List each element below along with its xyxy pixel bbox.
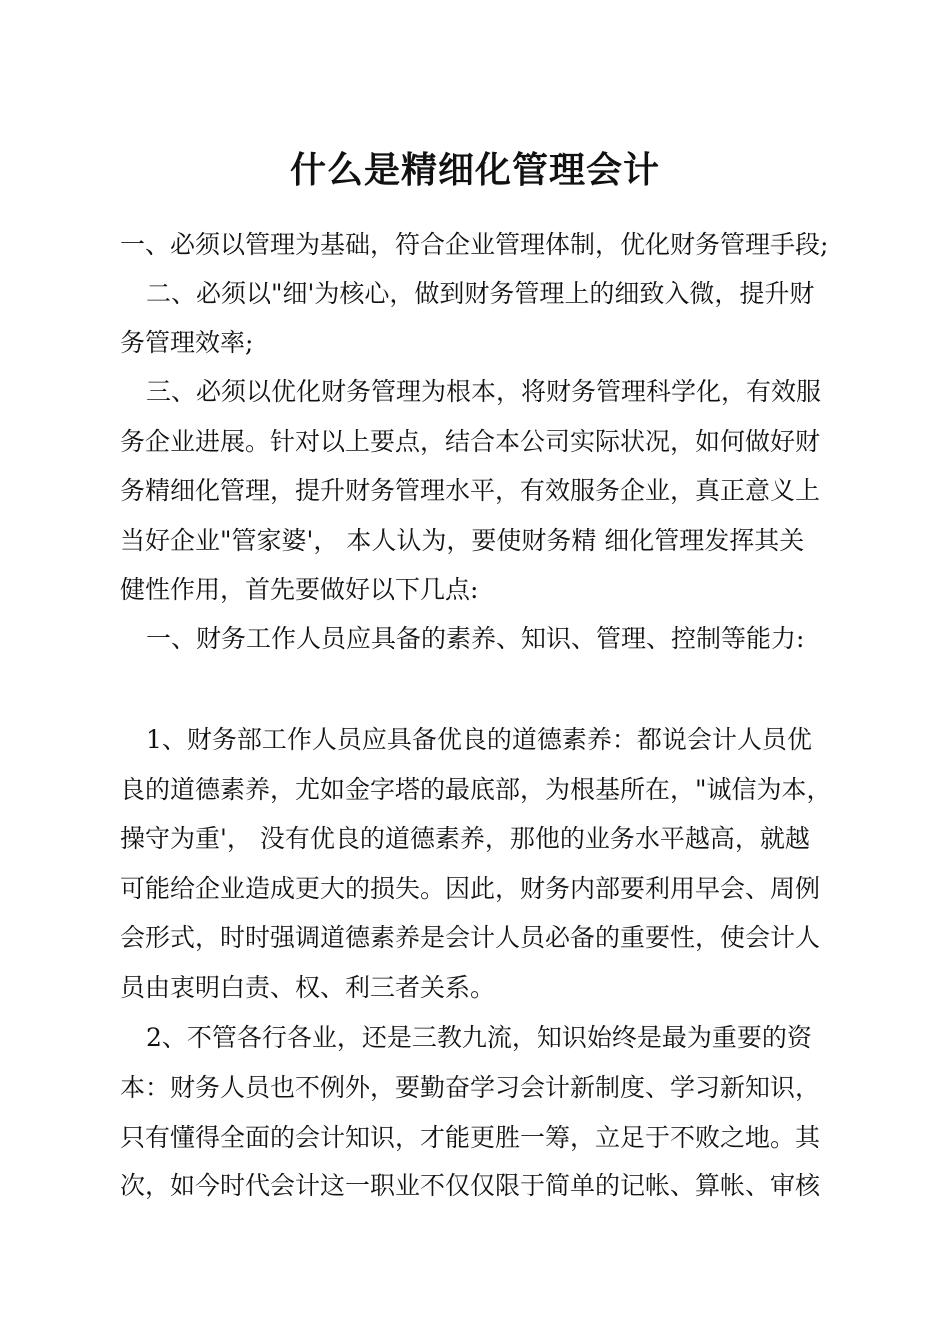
text-line: 二、必须以"细'为核心，做到财务管理上的细致入微，提升财	[146, 279, 815, 308]
text-line: 良的道德素养，尤如金字塔的最底部，为根基所在，"诚信为本，	[120, 775, 832, 804]
text-line: 务管理效率;	[120, 328, 254, 357]
text-line: 会形式，时时强调道德素养是会计人员必备的重要性，使会计人	[120, 923, 821, 952]
text-line: 当好企业"管家婆'， 本人认为，要使财务精 细化管理发挥其关	[120, 526, 805, 555]
text-line: 只有懂得全面的会计知识，才能更胜一筹，立足于不败之地。其	[120, 1123, 821, 1152]
text-line: 务精细化管理，提升财务管理水平，有效服务企业，真正意义上	[120, 476, 821, 505]
text-line: 健性作用，首先要做好以下几点:	[120, 575, 479, 604]
text-line: 次，如今时代会计这一职业不仅仅限于简单的记帐、算帐、审核	[120, 1171, 821, 1200]
document-title: 什么是精细化管理会计	[289, 149, 660, 191]
text-line: 一、必须以管理为基础，符合企业管理体制，优化财务管理手段;	[120, 230, 829, 259]
text-line: 一、财务工作人员应具备的素养、知识、管理、控制等能力:	[146, 624, 805, 653]
text-line: 1、财务部工作人员应具备优良的道德素养：都说会计人员优	[146, 725, 812, 754]
text-line: 2、不管各行各业，还是三教九流，知识始终是最为重要的资	[146, 1023, 812, 1052]
text-line: 员由衷明白责、权、利三者关系。	[120, 973, 496, 1002]
text-line: 操守为重'， 没有优良的道德素养，那他的业务水平越高，就越	[120, 824, 810, 853]
text-line: 务企业进展。针对以上要点，结合本公司实际状况，如何做好财	[120, 427, 821, 456]
text-line: 本：财务人员也不例外，要勤奋学习会计新制度、学习新知识，	[120, 1073, 821, 1102]
text-line: 三、必须以优化财务管理为根本，将财务管理科学化，有效服	[146, 377, 822, 406]
text-line: 可能给企业造成更大的损失。因此，财务内部要利用早会、周例	[120, 874, 821, 903]
